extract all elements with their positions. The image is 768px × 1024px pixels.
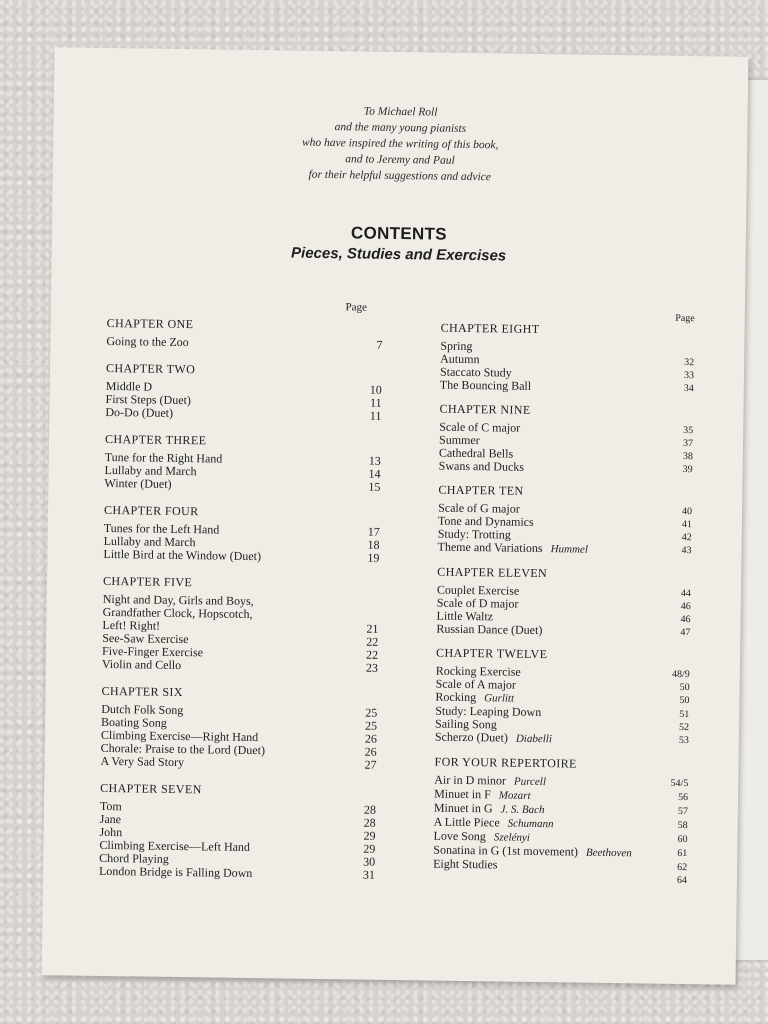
- entry-page-number: 41: [681, 519, 692, 531]
- entry-title: [106, 335, 348, 351]
- entry-title-text: First Steps (Duet): [105, 391, 192, 408]
- dedication: [53, 99, 748, 189]
- contents-entry: [435, 731, 705, 749]
- entry-page-number: 30: [363, 854, 376, 869]
- entry-title-text: Minuet in G: [433, 800, 493, 816]
- chapter-title: CHAPTER SIX: [101, 683, 184, 700]
- entry-title-text: Dutch Folk Song: [101, 701, 184, 718]
- entry-title-text: Do-Do (Duet): [105, 404, 174, 420]
- entry-page-number: 13: [368, 453, 381, 468]
- chapter-title: CHAPTER FOUR: [103, 502, 199, 519]
- entry-title: [100, 755, 342, 771]
- entry-page-number: 31: [362, 867, 376, 882]
- chapter-section: [100, 685, 381, 772]
- contents-entry: [439, 460, 709, 477]
- entry-page-number: 32: [684, 357, 695, 369]
- chapter-section: [103, 504, 384, 565]
- contents-entry: [440, 379, 710, 396]
- entry-title: [440, 379, 654, 395]
- entry-page-number: 50: [679, 681, 690, 694]
- contents-entry: [102, 658, 382, 675]
- page-column-header: Page: [345, 301, 367, 314]
- contents-entry: [103, 548, 383, 565]
- chapter-title: CHAPTER THREE: [104, 431, 207, 448]
- right-chapter-list: [433, 322, 711, 875]
- dedication-line: for their helpful suggestions and advice: [308, 168, 492, 184]
- entry-title-text: Left! Right!: [102, 617, 161, 633]
- chapter-title: CHAPTER TEN: [438, 482, 524, 498]
- dedication-line: To Michael Roll: [363, 105, 438, 119]
- entry-page-number: 11: [369, 408, 382, 423]
- entry-title-text: Scale of A major: [435, 676, 517, 692]
- chapter-title: CHAPTER NINE: [439, 401, 531, 417]
- entry-page-number: 38: [682, 451, 693, 463]
- entry-page-number: 52: [678, 721, 690, 734]
- entry-page-number: 22: [365, 647, 379, 662]
- chapter-section: [104, 433, 385, 494]
- chapter-section: [102, 575, 383, 675]
- contents-entry: [99, 865, 379, 882]
- entry-title-text: Autumn: [440, 351, 480, 367]
- dedication-line: and to Jeremy and Paul: [345, 153, 455, 167]
- page-column-header: Page: [675, 312, 695, 325]
- trailing-page-numbers: [433, 871, 703, 888]
- contents-entry: [437, 541, 707, 559]
- entry-page-number: 43: [681, 545, 692, 557]
- entry-page-number: 34: [683, 383, 694, 395]
- entry-page-number: 14: [368, 466, 381, 481]
- entry-title-text: Russian Dance (Duet): [436, 621, 543, 638]
- entry-page-number: 27: [364, 757, 377, 772]
- entry-title-text: Love Song: [433, 828, 486, 844]
- entry-title-text: Sailing Song: [435, 716, 497, 732]
- entry-title-text: Middle D: [105, 378, 153, 394]
- entry-title-text: Going to the Zoo: [106, 333, 189, 350]
- entry-title-text: Study: Trotting: [437, 526, 511, 542]
- entry-title-text: Sonatina in G (1st movement): [433, 842, 579, 859]
- chapter-section: [435, 647, 706, 749]
- dedication-line: and the many young pianists: [334, 121, 467, 135]
- entry-page-number: 56: [678, 791, 689, 804]
- chapter-title: CHAPTER ONE: [106, 315, 194, 332]
- entry-page-number: [654, 343, 710, 357]
- entry-title-text: Tom: [99, 798, 122, 814]
- chapter-section: [106, 317, 386, 352]
- entry-page-number: 62: [677, 861, 688, 874]
- entry-page-number: 46: [680, 600, 691, 613]
- entry-title: [437, 541, 651, 558]
- entry-page-number: 57: [677, 805, 688, 818]
- entry-page-number: [345, 596, 383, 610]
- entry-page-number: 58: [677, 819, 688, 832]
- entry-page-number: 10: [369, 382, 382, 397]
- entry-page-number: 21: [366, 621, 379, 636]
- entry-title: [99, 865, 341, 881]
- entry-title-text: Minuet in F: [434, 786, 491, 802]
- entry-title-text: Scale of C major: [439, 419, 521, 435]
- entry-title-text: A Very Sad Story: [100, 753, 185, 770]
- entry-composer: Beethoven: [585, 846, 632, 860]
- entry-page-number: 42: [681, 532, 692, 544]
- entry-title-text: Tunes for the Left Hand: [103, 520, 220, 537]
- entry-title-text: Spring: [440, 338, 473, 354]
- entry-title-text: Climbing Exercise—Left Hand: [99, 837, 251, 855]
- entry-title-text: Cathedral Bells: [438, 445, 514, 461]
- entry-title-text: Night and Day, Girls and Boys,: [102, 591, 254, 609]
- entry-page-number: 64: [676, 874, 688, 887]
- chapter-section: [440, 322, 711, 396]
- contents-entry: [100, 755, 380, 772]
- entry-page-number: 39: [682, 464, 693, 476]
- entry-page-number: 11: [369, 395, 382, 410]
- entry-page-number: 48/9: [671, 668, 690, 681]
- chapter-title: CHAPTER TWO: [105, 360, 196, 377]
- chapter-title: CHAPTER FIVE: [102, 573, 193, 590]
- entry-title-text: Jane: [99, 811, 122, 827]
- entry-page-number: 28: [363, 802, 376, 817]
- entry-title: [435, 731, 649, 748]
- entry-title-text: Rocking: [435, 689, 477, 705]
- entry-page-number: 46: [680, 613, 691, 626]
- chapter-title: CHAPTER TWELVE: [435, 645, 548, 662]
- entry-page-number: 29: [363, 828, 376, 843]
- entry-title: [105, 406, 347, 422]
- entry-title: [103, 548, 345, 564]
- entry-title-text: Winter (Duet): [104, 475, 172, 491]
- entry-title-text: Tune for the Right Hand: [104, 449, 223, 466]
- entry-title-text: Lullaby and March: [104, 462, 197, 479]
- entry-title-text: Tone and Dynamics: [437, 513, 534, 529]
- contents-title: CONTENTS: [350, 223, 448, 244]
- entry-title-text: London Bridge is Falling Down: [98, 863, 253, 881]
- entry-title-text: Staccato Study: [439, 364, 512, 380]
- entry-page-number: 35: [683, 425, 694, 437]
- contents-subtitle: Pieces, Studies and Exercises: [290, 244, 507, 265]
- entry-page-number: 7: [376, 337, 383, 352]
- entry-title-text: Couplet Exercise: [436, 582, 520, 598]
- entry-page-number: 47: [680, 626, 691, 639]
- entry-title-text: Scherzo (Duet): [434, 729, 508, 745]
- entry-page-number: 51: [679, 708, 690, 721]
- entry-title-text: Eight Studies: [433, 856, 498, 872]
- entry-page-number: 54/5: [670, 777, 689, 790]
- entry-composer: Purcell: [513, 775, 547, 789]
- entry-title-text: Chorale: Praise to the Lord (Duet): [100, 740, 266, 758]
- entry-title-text: Chord Playing: [99, 850, 169, 866]
- chapter-title: CHAPTER EIGHT: [440, 320, 540, 336]
- entry-page-number: 53: [678, 734, 689, 747]
- entry-title-text: Boating Song: [100, 714, 167, 730]
- entry-title-text: John: [99, 824, 123, 840]
- contents-entry: [104, 477, 384, 494]
- trailing-spacer: [433, 871, 647, 887]
- entry-title-text: A Little Piece: [433, 814, 500, 830]
- entry-page-number: 61: [677, 847, 688, 860]
- entry-page-number: 25: [364, 718, 378, 733]
- chapter-section: [436, 566, 707, 640]
- entry-page-number: 25: [365, 705, 378, 720]
- entry-page-number: 26: [364, 744, 377, 759]
- entry-page-number: 23: [365, 660, 378, 675]
- contents-entry: [106, 335, 386, 352]
- entry-title: [102, 658, 344, 674]
- entry-title: [104, 477, 346, 493]
- entry-title-text: Five-Finger Exercise: [101, 643, 204, 660]
- chapter-title: CHAPTER ELEVEN: [437, 564, 548, 581]
- entry-title-text: Study: Leaping Down: [435, 703, 542, 720]
- entry-composer: Diabelli: [515, 732, 553, 746]
- chapter-section: [105, 362, 386, 423]
- entry-page-number: 26: [364, 731, 377, 746]
- contents-entry: [105, 406, 385, 423]
- entry-page-number: 17: [367, 524, 380, 539]
- entry-title-text: Scale of G major: [438, 500, 520, 516]
- entry-composer: Gurlitt: [484, 692, 515, 705]
- entry-title-text: Theme and Variations: [437, 539, 543, 556]
- entry-title: [439, 460, 653, 476]
- entry-page-number: 29: [363, 841, 376, 856]
- entry-title-text: Swans and Ducks: [438, 458, 525, 474]
- entry-composer: Hummel: [550, 543, 589, 556]
- right-column: [433, 309, 711, 888]
- entry-page-number: 60: [677, 833, 688, 846]
- entry-page-number: 15: [368, 479, 381, 494]
- chapter-section: [99, 782, 380, 882]
- left-column: [99, 298, 387, 882]
- entry-title: [436, 623, 650, 639]
- entry-title-text: Violin and Cello: [101, 656, 182, 673]
- entry-title-text: Climbing Exercise—Right Hand: [100, 727, 259, 745]
- entry-composer: Mozart: [498, 789, 531, 802]
- chapter-title: CHAPTER SEVEN: [100, 780, 202, 797]
- entry-title-text: Lullaby and March: [103, 533, 196, 550]
- entry-page-number: 28: [363, 815, 376, 830]
- book-page: [42, 47, 749, 985]
- entry-title-text: Little Bird at the Window (Duet): [103, 546, 262, 564]
- chapter-section: [439, 403, 710, 477]
- entry-page-number: 22: [366, 634, 379, 649]
- entry-title-text: Scale of D major: [436, 595, 519, 611]
- entry-title-text: Summer: [438, 432, 480, 448]
- entry-page-number: 18: [367, 537, 380, 552]
- chapter-section: [433, 756, 705, 875]
- chapter-section: [437, 484, 708, 559]
- entry-page-number: 19: [367, 550, 380, 565]
- entry-page-number: 33: [683, 370, 695, 382]
- entry-title-text: The Bouncing Ball: [439, 377, 532, 393]
- entry-composer: J. S. Bach: [500, 803, 545, 817]
- entry-page-number: 40: [682, 506, 693, 518]
- entry-page-number: 44: [680, 588, 692, 600]
- chapter-title: FOR YOUR REPERTOIRE: [434, 754, 577, 771]
- entry-composer: Schumann: [507, 817, 554, 831]
- contents-entry: [436, 623, 706, 640]
- trailing-page-row: [433, 871, 703, 888]
- dedication-line: who have inspired the writing of this book,: [301, 136, 499, 152]
- entry-title-text: Grandfather Clock, Hopscotch,: [102, 604, 253, 622]
- entry-title-text: See-Saw Exercise: [102, 630, 189, 647]
- entry-title-text: Little Waltz: [436, 608, 494, 624]
- left-chapter-list: [99, 317, 387, 882]
- entry-page-number: 50: [679, 694, 690, 707]
- entry-page-number: 37: [682, 438, 694, 450]
- entry-title-text: Air in D minor: [434, 772, 507, 788]
- entry-composer: Szelényi: [493, 831, 530, 844]
- entry-title-text: Rocking Exercise: [435, 663, 521, 679]
